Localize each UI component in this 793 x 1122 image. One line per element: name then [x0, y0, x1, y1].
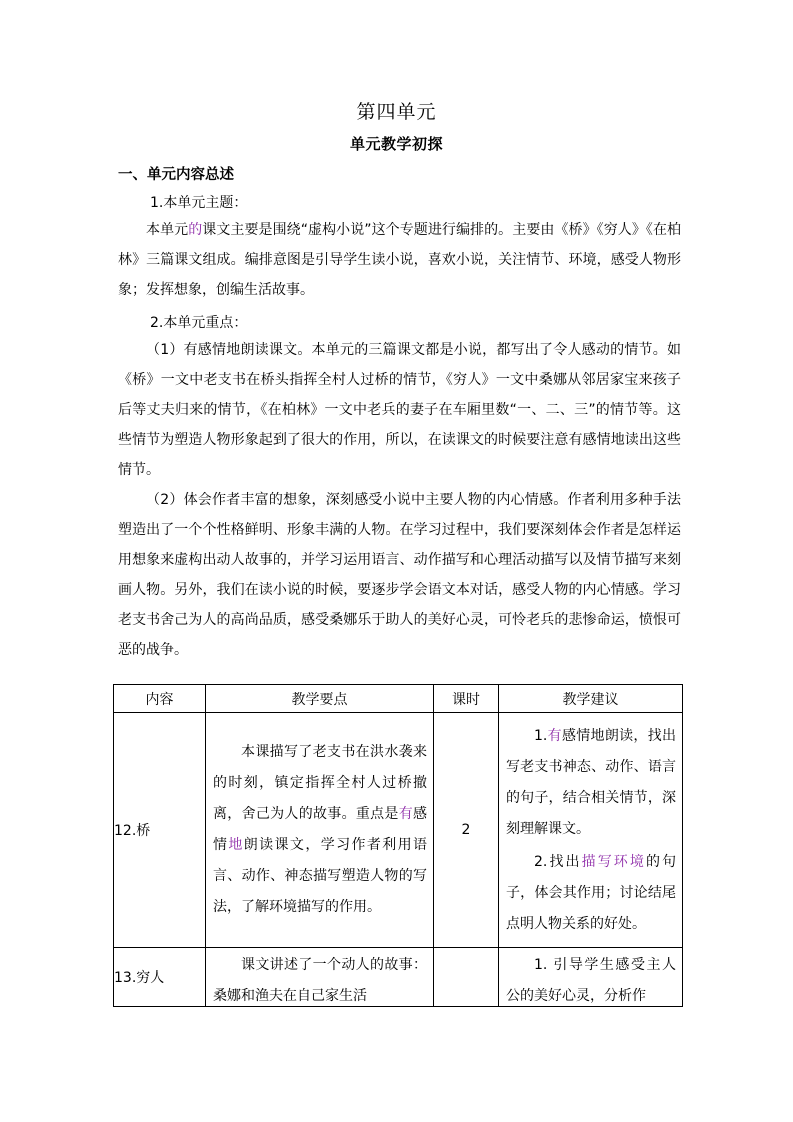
- lesson-name: 13.穷人: [114, 948, 206, 1007]
- header-suggestions: 教学建议: [499, 685, 683, 713]
- lesson-key-points: [206, 713, 434, 948]
- theme-text-highlight: 的: [188, 222, 203, 238]
- header-content: 内容: [114, 685, 206, 713]
- points-highlight-1: 有: [398, 806, 414, 822]
- table-header-row: [114, 685, 683, 713]
- lesson-key-points: [206, 948, 434, 1007]
- lesson-suggestions: [499, 948, 683, 1007]
- points-text: 课文讲述了一个动人的故事：桑娜和渔夫在自己家生活: [213, 957, 427, 1004]
- advice2-highlight: 描写环境: [581, 853, 646, 870]
- lesson-name: 12.桥: [114, 713, 206, 948]
- table-row: [114, 713, 683, 948]
- header-hours: 课时: [434, 685, 499, 713]
- focus-paragraph-2: （2）体会作者丰富的想象，深刻感受小说中主要人物的内心情感。作者利用多种手法塑造出了一个个性格鲜明、形象丰满的人物。在学习过程中，我们要深刻体会作者是怎样运用想象来虚构出动人故事的，并学习运用语言、动作描写和心理活动描写以及情节描写来刻画人物。另外，我们在读小说的时候，要逐步学会语文本对话，感受人物的内心情感。学习老支书舍己为人的高尚品质，感受桑娜乐于助人的美好心灵，可怜老兵的悲惨命运，愤恨可恶的战争。: [118, 492, 681, 658]
- lesson-hours: [434, 948, 499, 1007]
- points-text-2: 感情: [213, 806, 428, 853]
- page-title: 第四单元: [356, 101, 437, 123]
- focus-heading: 2.本单元重点：: [150, 315, 248, 331]
- header-key-points: 教学要点: [206, 685, 434, 713]
- advice2-text-2: 的句子，体会其作用；讨论结尾点明人物关系的好处。: [506, 853, 677, 932]
- points-text: 本课描写了老支书在洪水袭来的时刻，镇定指挥全村人过桥撤离，舍己为人的故事。重点是: [213, 744, 427, 822]
- theme-paragraph: [118, 215, 681, 305]
- advice1-text-2: 感情地朗读，找出写老支书神态、动作、语言的句子，结合相关情节，深刻理解课文。: [506, 727, 677, 837]
- theme-text-1: 本单元: [146, 222, 189, 238]
- section-heading: 一、单元内容总述: [118, 167, 234, 183]
- advice2-text: 2.找出: [534, 853, 582, 870]
- advice1-text: 1.: [534, 727, 548, 744]
- advice1-highlight: 有: [547, 727, 562, 744]
- focus-paragraph-1: （1）有感情地朗读课文。本单元的三篇课文都是小说，都写出了令人感动的情节。如《桥》一文中老支书在桥头指挥全村人过桥的情节，《穷人》一文中桑娜从邻居家宝来孩子后等丈夫归来的情节，《在柏林》一文中老兵的妻子在车厢里数“一、二、三”的情节等。这些情节为塑造人物形象起到了很大的作用，所以，在读课文的时候要注意有感情地读出这些情节。: [118, 342, 681, 478]
- theme-heading: 1.本单元主题：: [150, 195, 248, 211]
- lesson-hours: 2: [434, 713, 499, 948]
- table-row: [114, 948, 683, 1007]
- theme-text-2: 课文主要是围绕“虚构小说”这个专题进行编排的。主要由《桥》《穷人》《在柏林》三篇课文组成。编排意图是引导学生读小说，喜欢小说，关注情节、环境，感受人物形象；发挥想象，创编生活故事。: [118, 222, 682, 298]
- advice-text: 1. 引导学生感受主人公的美好心灵，分析作: [506, 957, 676, 1004]
- page-subtitle: 单元教学初探: [349, 135, 443, 153]
- points-text-3: 朗读课文，学习作者利用语言、动作、神态描写塑造人物的写法，了解环境描写的作用。: [213, 837, 428, 915]
- points-highlight-2: 地: [228, 837, 244, 853]
- lesson-plan-table: [113, 684, 683, 1007]
- lesson-suggestions: [499, 713, 683, 948]
